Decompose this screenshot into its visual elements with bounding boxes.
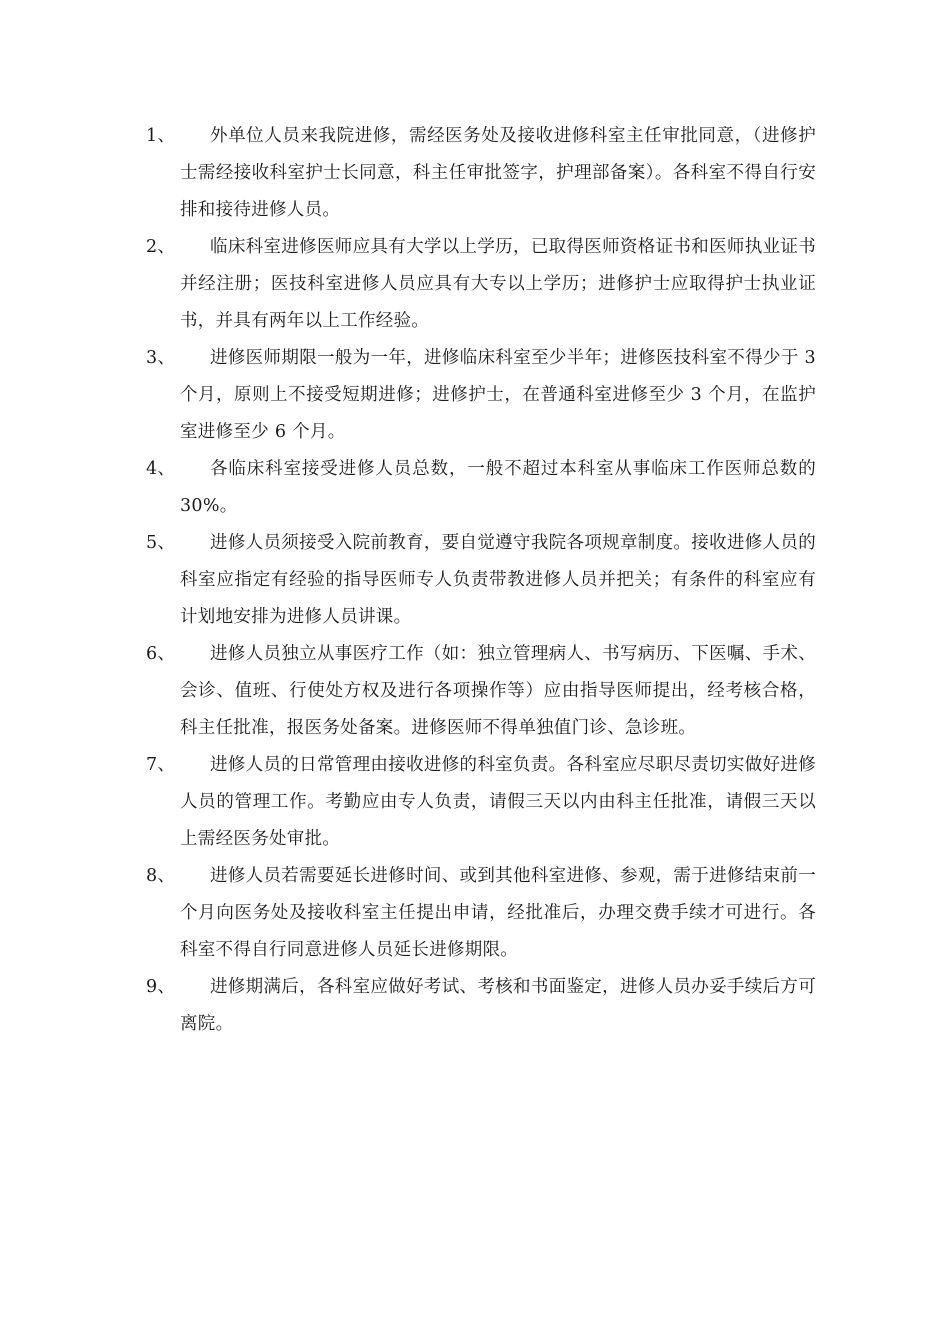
list-item bbox=[146, 636, 816, 747]
item-text: 进修人员独立从事医疗工作（如：独立管理病人、书写病历、下医嘱、手术、会诊、值班、行使处方权及进行各项操作等）应由指导医师提出，经考核合格，科主任批准，报医务处备案。进修医师不得单独值门诊、急诊班。 bbox=[180, 644, 816, 738]
item-number: 9、 bbox=[146, 977, 176, 997]
item-text: 进修医师期限一般为一年，进修临床科室至少半年；进修医技科室不得少于 3 个月，原则上不接受短期进修；进修护士，在普通科室进修至少 3 个月，在监护室进修至少 6 个月。 bbox=[180, 348, 816, 442]
item-text: 进修人员须接受入院前教育，要自觉遵守我院各项规章制度。接收进修人员的科室应指定有经验的指导医师专人负责带教进修人员并把关；有条件的科室应有计划地安排为进修人员讲课。 bbox=[180, 533, 816, 627]
list-item bbox=[146, 525, 816, 636]
item-text: 外单位人员来我院进修，需经医务处及接收进修科室主任审批同意，（进修护士需经接收科室护士长同意，科主任审批签字，护理部备案）。各科室不得自行安排和接待进修人员。 bbox=[180, 126, 816, 220]
item-number: 1、 bbox=[146, 126, 176, 146]
item-text: 进修期满后，各科室应做好考试、考核和书面鉴定，进修人员办妥手续后方可离院。 bbox=[180, 977, 816, 1034]
list-item bbox=[146, 969, 816, 1043]
regulation-list bbox=[146, 118, 816, 1043]
item-text: 临床科室进修医师应具有大学以上学历，已取得医师资格证书和医师执业证书并经注册；医技科室进修人员应具有大专以上学历；进修护士应取得护士执业证书，并具有两年以上工作经验。 bbox=[180, 237, 816, 331]
list-item bbox=[146, 229, 816, 340]
item-number: 2、 bbox=[146, 237, 176, 257]
list-item bbox=[146, 451, 816, 525]
item-text: 进修人员的日常管理由接收进修的科室负责。各科室应尽职尽责切实做好进修人员的管理工作。考勤应由专人负责，请假三天以内由科主任批准，请假三天以上需经医务处审批。 bbox=[180, 755, 816, 849]
list-item bbox=[146, 340, 816, 451]
list-item bbox=[146, 118, 816, 229]
item-number: 8、 bbox=[146, 866, 176, 886]
list-item bbox=[146, 858, 816, 969]
item-text: 进修人员若需要延长进修时间、或到其他科室进修、参观，需于进修结束前一个月向医务处及接收科室主任提出申请，经批准后，办理交费手续才可进行。各科室不得自行同意进修人员延长进修期限。 bbox=[180, 866, 816, 960]
list-item bbox=[146, 747, 816, 858]
item-text: 各临床科室接受进修人员总数，一般不超过本科室从事临床工作医师总数的 30%。 bbox=[180, 459, 816, 516]
item-number: 5、 bbox=[146, 533, 176, 553]
item-number: 4、 bbox=[146, 459, 176, 479]
item-number: 6、 bbox=[146, 644, 176, 664]
item-number: 7、 bbox=[146, 755, 176, 775]
item-number: 3、 bbox=[146, 348, 176, 368]
